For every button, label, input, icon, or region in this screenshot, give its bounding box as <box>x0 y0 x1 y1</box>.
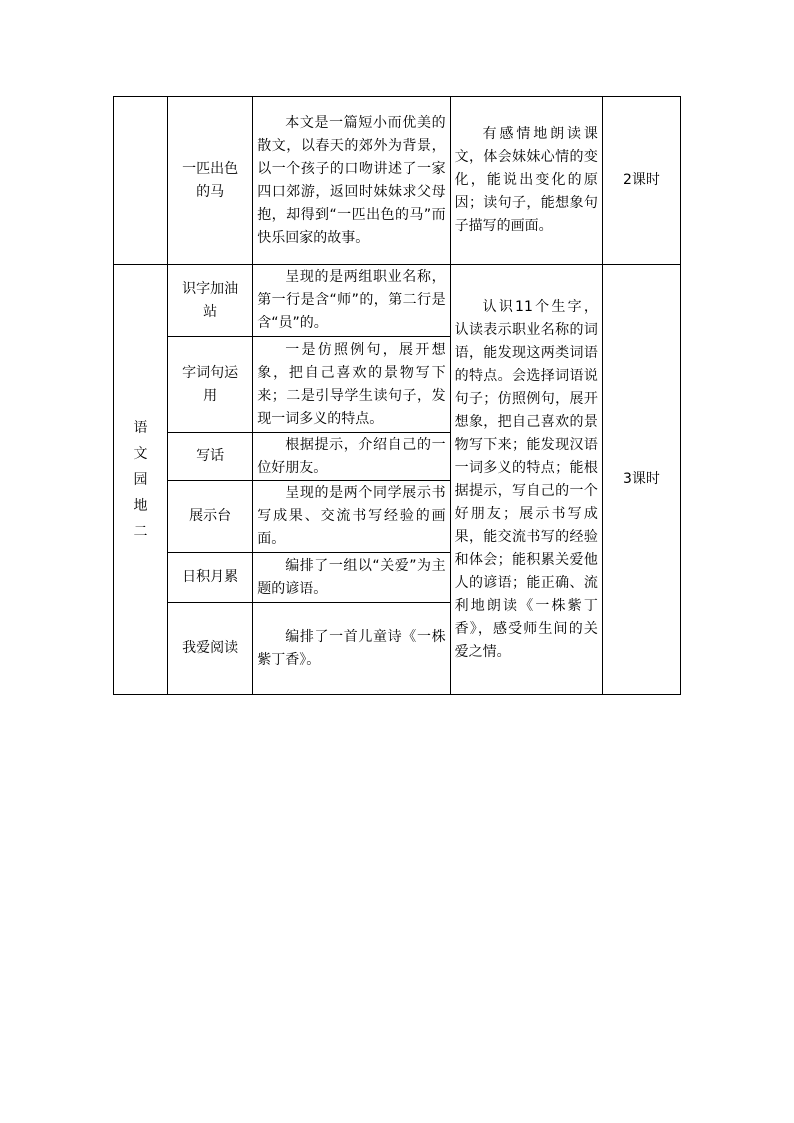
lesson-title: 字词句运用 <box>182 364 239 404</box>
lesson-title: 写话 <box>196 448 225 464</box>
lesson-title-cell <box>168 433 253 481</box>
content-cell <box>253 97 450 265</box>
lesson-title: 识字加油站 <box>182 280 239 320</box>
lesson-title-cell <box>168 265 253 337</box>
content-cell <box>253 603 450 695</box>
content-text: 一是仿照例句，展开想象，把自己喜欢的景物写下来；二是引导学生读句子，发现一词多义的特点。 <box>257 341 446 427</box>
lesson-title: 展示台 <box>189 508 232 524</box>
goal-cell <box>450 265 602 695</box>
content-cell <box>253 265 450 337</box>
content-text: 编排了一组以“关爱”为主题的谚语。 <box>257 557 446 597</box>
content-text: 根据提示，介绍自己的一位好朋友。 <box>257 436 446 476</box>
lesson-plan-table <box>113 96 681 695</box>
content-cell <box>253 433 450 481</box>
goal-text: 认识11个生字，认读表示职业名称的词语，能发现这两类词语的特点。会选择词语说句子；仿照例句，展开想象，把自己喜欢的景物写下来；能发现汉语一词多义的特点；能根据提示，写自己的一个好朋友；展示书写成果，能交流书写的经验和体会；能积累关爱他人的谚语；能正确、流利地朗读《一株紫丁香》，感受师生间的关爱之情。 <box>454 298 598 660</box>
content-cell <box>253 481 450 553</box>
lesson-title-cell <box>168 337 253 433</box>
table-row <box>114 97 681 265</box>
table-row <box>114 265 681 337</box>
goal-text: 有感情地朗读课文，体会妹妹心情的变化，能说出变化的原因；读句子，能想象句子描写的画面。 <box>454 126 598 234</box>
content-text: 本文是一篇短小而优美的散文，以春天的郊外为背景，以一个孩子的口吻讲述了一家四口郊游，返回时妹妹求父母抱，却得到“一匹出色的马”而快乐回家的故事。 <box>257 114 446 246</box>
content-cell <box>253 553 450 603</box>
lesson-title-cell <box>168 481 253 553</box>
hours-cell: 2课时 <box>602 97 680 265</box>
lesson-title-cell <box>168 603 253 695</box>
unit-cell <box>114 97 168 265</box>
content-text: 呈现的是两组职业名称，第一行是含“师”的，第二行是含“员”的。 <box>257 269 446 331</box>
hours-cell: 3课时 <box>602 265 680 695</box>
content-cell <box>253 337 450 433</box>
lesson-title-cell <box>168 97 253 265</box>
goal-cell <box>450 97 602 265</box>
lesson-title: 一匹出色的马 <box>182 160 239 200</box>
lesson-title: 日积月累 <box>182 569 239 585</box>
content-text: 呈现的是两个同学展示书写成果、交流书写经验的画面。 <box>257 485 446 547</box>
unit-title: 语文园地二 <box>133 419 148 540</box>
content-text: 编排了一首儿童诗《一株紫丁香》。 <box>257 628 446 668</box>
lesson-title-cell <box>168 553 253 603</box>
lesson-title: 我爱阅读 <box>182 640 239 656</box>
unit-cell <box>114 265 168 695</box>
